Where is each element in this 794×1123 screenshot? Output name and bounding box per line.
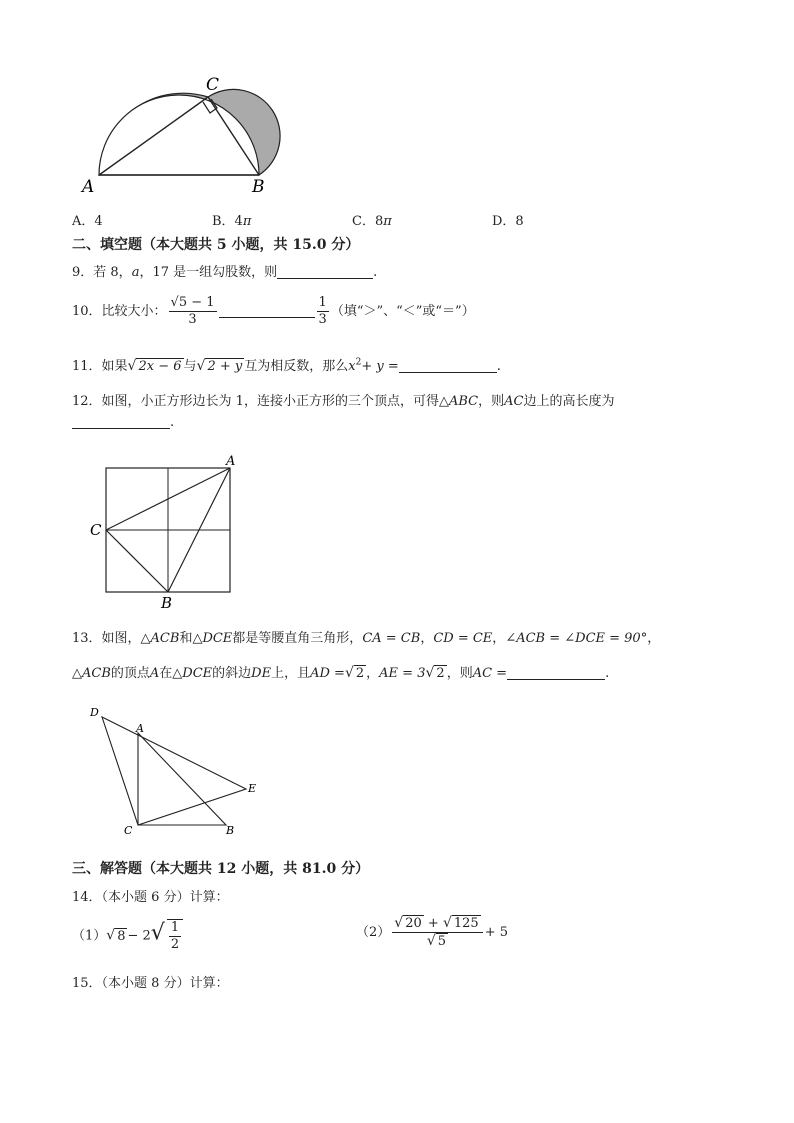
label-a: A xyxy=(226,454,236,469)
answer-blank[interactable] xyxy=(507,665,605,680)
label-c: C xyxy=(90,521,102,539)
question-15-head: 15．（本小题 8 分）计算： xyxy=(72,976,229,991)
question-12: 12．如图，小正方形边长为 1，连接小正方形的三个顶点，可得△ABC，则AC边上的高长度为 xyxy=(72,394,615,409)
section-heading-answer: 三、解答题（本大题共 12 小题，共 81.0 分） xyxy=(72,861,370,877)
label-b: B xyxy=(252,177,265,197)
answer-blank[interactable] xyxy=(399,358,497,373)
grid-triangle-figure xyxy=(88,452,248,614)
label-d: D xyxy=(90,706,99,719)
answer-blank[interactable] xyxy=(72,414,170,429)
label-b: B xyxy=(161,594,173,612)
option-a: A．4 xyxy=(72,214,103,229)
answer-blank[interactable] xyxy=(219,303,315,318)
option-d: D．8 xyxy=(492,214,524,229)
question-13-line2: △ACB的顶点A在△DCE的斜边DE上，且AD =√ 2 ，AE = 3√ 2 ，则AC = . xyxy=(72,665,610,681)
question-14-part1: （1）√ 8 − 2√ $\frac{1}{2}$ xyxy=(72,919,185,953)
label-e: E xyxy=(248,782,257,795)
question-12-blank: . xyxy=(72,414,174,430)
option-b: B．4π xyxy=(212,214,252,229)
label-c: C xyxy=(124,824,133,837)
semicircle-figure xyxy=(75,72,290,197)
label-a: A xyxy=(82,177,95,197)
label-c: C xyxy=(206,75,220,95)
section-heading-fill-blank: 二、填空题（本大题共 5 小题，共 15.0 分） xyxy=(72,237,360,253)
question-11: 11．如果√ 2x − 6 与√ 2 + y 互为相反数，那么$x^2+ y$ = . xyxy=(72,357,501,374)
question-10: 10．比较大小： $\frac{√5 - 1}{3}$ $\frac{1}{3}$ （填“＞”、“＜”或“＝”） xyxy=(72,295,475,327)
question-14-head: 14．（本小题 6 分）计算： xyxy=(72,890,229,905)
answer-blank[interactable] xyxy=(277,264,373,279)
option-c: C．8π xyxy=(352,214,392,229)
isosceles-triangles-figure xyxy=(86,700,266,840)
label-a: A xyxy=(136,722,144,735)
question-9: 9．若 8，a，17 是一组勾股数，则 . xyxy=(72,265,378,280)
question-13-line1: 13．如图，△ACB和△DCE都是等腰直角三角形，CA = CB，CD = CE，∠ACB = ∠DCE = 90°， xyxy=(72,631,661,646)
question-14-part2: （2） $\frac{√ 20 + √ 125}{√ 5}$ + 5 xyxy=(356,915,508,949)
label-b: B xyxy=(226,824,235,837)
